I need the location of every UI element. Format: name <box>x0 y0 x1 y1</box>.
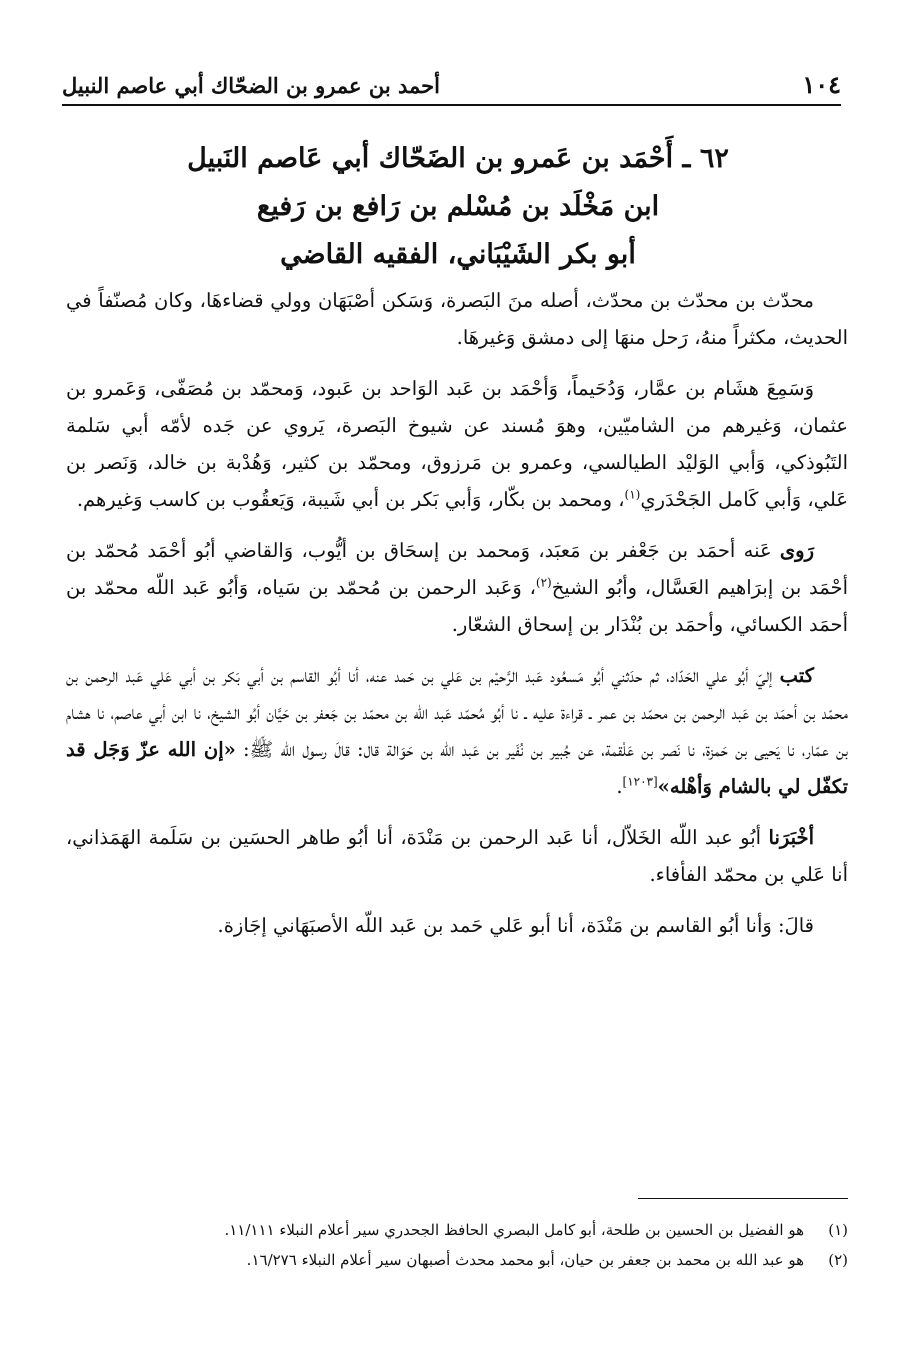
footnote-2-number: (٢) <box>828 1251 848 1269</box>
running-title: أحمد بن عمرو بن الضحّاك أبي عاصم النبيل <box>62 73 440 98</box>
paragraph-isnad-end: . <box>616 775 623 798</box>
entry-title-line-1: ٦٢ ـ أَحْمَد بن عَمرو بن الضَحّاك أبي عَاصم النَبيل <box>187 143 729 174</box>
footnote-2 <box>66 1245 848 1275</box>
paragraph-chain-2-text: قالَ: وَأنا أبُو القاسم بن مَنْدَة، أنا أبو عَلي حَمد بن عَبد اللّه الأصبَهَاني إجَازة. <box>217 914 814 937</box>
paragraph-origin <box>66 282 848 356</box>
paragraph-students-lead: رَوى <box>779 539 814 562</box>
paragraph-students <box>66 532 848 643</box>
paragraph-chain-1 <box>66 819 848 893</box>
footnotes <box>66 1215 848 1275</box>
paragraph-isnad-text: إليّ أبُو علي الحَدّاد، ثم حدَثني أبُو مَسعُود عَبد الرَّحيْم بن عَلي بن حَمد عنه، أنا أبُو القاسم بن أبي بَكر بن أبي عَلي عَبد الرحمن بن محمّد بن أحمَد بن عَبد الرحمن بن محمّد بن عمر ـ قراءة عليه ـ نا أبُو مُحمّد عَبد اللّه بن محمّد بن جَعفر بن حَيَّان أبُو الشيخ، نا ابن أبي عاصم، نا هشام بن عمّار، نا يَحيى بن حَمزة، نا نَصر بن عَلْقمة، عن جُبير بن نُفَير بن عَبد اللّه بن حَوَالة قال: قالَ رسول الله ﷺ: <box>66 664 848 761</box>
body-text <box>66 282 848 958</box>
paragraph-teachers-text-end: ، ومحمد بن بكّار، وَأبي بَكر بن أبي شَيبة، وَيَعقُوب بن كاسب وَغيرهم. <box>76 488 625 511</box>
paragraph-teachers <box>66 370 848 518</box>
entry-title <box>60 135 856 279</box>
entry-title-line-2: ابن مَخْلَد بن مُسْلم بن رَافع بن رَفيع <box>256 191 660 222</box>
footnote-1-text: هو الفضيل بن الحسين بن طلحة، أبو كامل البصري الحافظ الجحدري سير أعلام النبلاء ١١/١١١. <box>224 1221 804 1239</box>
paragraph-isnad <box>66 657 848 805</box>
paragraph-isnad-lead: كتب <box>779 664 814 687</box>
paragraph-origin-text: محدّث بن محدّث بن محدّث، أصله منَ البَصرة، وَسَكن أصْبَهَان وولي قضاءهَا، وكان مُصنّفاً في الحديث، مكثراً منهُ، رَحل منهَا إلى دمشق وَغيرهَا. <box>66 289 848 349</box>
paragraph-chain-1-lead: أخْبَرَنا <box>768 826 814 849</box>
footnote-marker-2: (٢) <box>535 575 552 590</box>
hadith-reference: [١٢٠٣] <box>622 774 658 789</box>
footnote-2-text: هو عبد الله بن محمد بن جعفر بن حيان، أبو محمد محدث أصبهان سير أعلام النبلاء ١٦/٢٧٦. <box>246 1251 804 1269</box>
paragraph-chain-2 <box>66 907 848 944</box>
paragraph-students-text: عَنه أحمَد بن جَعْفر بن مَعبَد، وَمحمد بن إسحَاق بن أيُّوب، وَالقاضي أبُو أحْمَد مُحمّد بن أحْمَد بن إبرَاهيم العَسَّال، وأبُو الشيخ <box>66 539 848 599</box>
paragraph-students-text-end: ، وَعَبد الرحمن بن مُحمّد بن سَياه، وَأبُو عَبد اللّه محمّد بن أحمَد الكسائي، وأحمَد بن بُنْدَار بن إسحاق الشعّار. <box>66 576 848 636</box>
paragraph-chain-1-text: أبُو عبد اللّه الخَلاّل، أنا عَبد الرحمن بن مَنْدَة، أنا أبُو طاهر الحسَين بن سَلَمة الهَمَذاني، أنا عَلي بن محمّد الفأفاء. <box>66 826 848 886</box>
footnote-1 <box>66 1215 848 1245</box>
footnote-marker-1: (١) <box>624 487 641 502</box>
footnote-1-number: (١) <box>828 1221 848 1239</box>
page-number: ١٠٤ <box>802 70 841 99</box>
running-header <box>62 70 841 106</box>
entry-title-line-3: أبو بكر الشَيْبَاني، الفقيه القاضي <box>280 239 636 270</box>
paragraph-teachers-text: وَسَمِعَ هشَام بن عمَّار، وَدُحَيماً، وَأحْمَد بن عَبد الوَاحد بن عَبود، وَمحمّد بن مُصَفّى، وَعَمرو بن عثمان، وَغيرهم من الشاميّين، وهوَ مُسند عن شيوخ البَصرة، يَروي عن جَده لأمّه أبي سَلمة التَبُوذكي، وَأبي الوَليْد الطيالسي، وعمرو بن مَرزوق، ومحمّد بن كثير، وَهُدْبة بن خالد، وَنَصر بن عَلي، وَأبي كَامل الجَحْدَري <box>66 377 848 511</box>
hadith-quote: «إن الله عزّ وَجَل قد تكفّل لي بالشام وَأهْله» <box>66 738 848 798</box>
footnote-divider <box>638 1198 848 1199</box>
